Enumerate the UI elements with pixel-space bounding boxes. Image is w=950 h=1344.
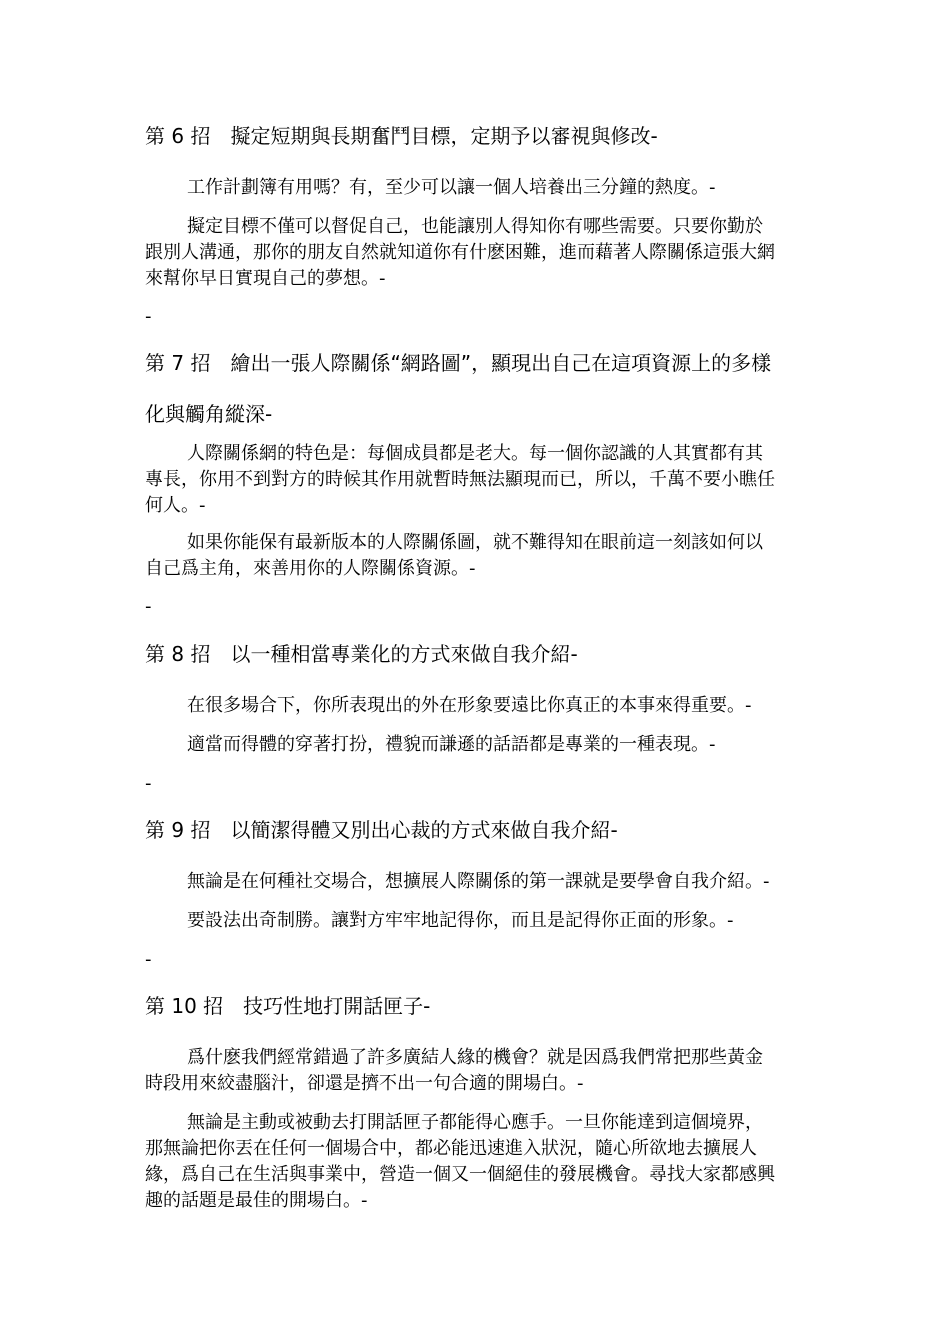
section-7-trailing-mark: - <box>145 596 152 617</box>
section-10-paragraph-1-line-1: 爲什麽我們經常錯過了許多廣結人緣的機會？就是因爲我們常把那些黃金 <box>187 1047 763 1068</box>
section-9-heading: 第 9 招 以簡潔得體又別出心裁的方式來做自我介紹- <box>145 818 618 842</box>
section-10-paragraph-2-line-3: 緣，爲自己在生活與事業中，營造一個又一個絕佳的發展機會。尋找大家都感興 <box>145 1164 775 1185</box>
section-7-paragraph-2-line-2: 自己爲主角，來善用你的人際關係資源。- <box>145 558 476 579</box>
section-6-paragraph-1: 工作計劃簿有用嗎？有，至少可以讓一個人培養出三分鐘的熱度。- <box>187 177 716 198</box>
section-10-paragraph-1-line-2: 時段用來絞盡腦汁，卻還是擠不出一句合適的開場白。- <box>145 1073 584 1094</box>
section-7-paragraph-1-line-1: 人際關係網的特色是：每個成員都是老大。每一個你認識的人其實都有其 <box>187 443 763 464</box>
section-10-paragraph-2-line-4: 趣的話題是最佳的開場白。- <box>145 1190 368 1211</box>
section-10-paragraph-2-line-2: 那無論把你丟在任何一個場合中，都必能迅速進入狀況，隨心所欲地去擴展人 <box>145 1138 757 1159</box>
section-9-paragraph-1: 無論是在何種社交場合，想擴展人際關係的第一課就是要學會自我介紹。- <box>187 871 770 892</box>
section-10-heading: 第 10 招 技巧性地打開話匣子- <box>145 994 431 1018</box>
section-10-paragraph-2-line-1: 無論是主動或被動去打開話匣子都能得心應手。一旦你能達到這個境界， <box>187 1112 763 1133</box>
section-8-paragraph-2: 適當而得體的穿著打扮，禮貌而謙遜的話語都是專業的一種表現。- <box>187 734 716 755</box>
section-6-paragraph-2-line-3: 來幫你早日實現自己的夢想。- <box>145 268 386 289</box>
section-6-paragraph-2-line-2: 跟別人溝通，那你的朋友自然就知道你有什麽困難，進而藉著人際關係這張大網 <box>145 242 775 263</box>
section-8-paragraph-1: 在很多場合下，你所表現出的外在形象要遠比你真正的本事來得重要。- <box>187 695 752 716</box>
section-7-paragraph-1-line-3: 何人。- <box>145 495 206 516</box>
section-6-trailing-mark: - <box>145 306 152 327</box>
section-7-paragraph-1-line-2: 專長，你用不到對方的時候其作用就暫時無法顯現而已，所以，千萬不要小瞧任 <box>145 469 775 490</box>
section-8-trailing-mark: - <box>145 773 152 794</box>
section-7-heading-line-1: 第 7 招 繪出一張人際關係“網路圖”，顯現出自己在這項資源上的多樣 <box>145 351 772 375</box>
section-8-heading: 第 8 招 以一種相當專業化的方式來做自我介紹- <box>145 642 578 666</box>
section-9-trailing-mark: - <box>145 949 152 970</box>
section-7-heading-line-2: 化與觸角縱深- <box>145 402 273 426</box>
section-6-paragraph-2-line-1: 擬定目標不僅可以督促自己，也能讓別人得知你有哪些需要。只要你勤於 <box>187 216 763 237</box>
section-9-paragraph-2: 要設法出奇制勝。讓對方牢牢地記得你，而且是記得你正面的形象。- <box>187 910 734 931</box>
section-6-heading: 第 6 招 擬定短期與長期奮鬥目標，定期予以審視與修改- <box>145 124 658 148</box>
section-7-paragraph-2-line-1: 如果你能保有最新版本的人際關係圖，就不難得知在眼前這一刻該如何以 <box>187 532 763 553</box>
